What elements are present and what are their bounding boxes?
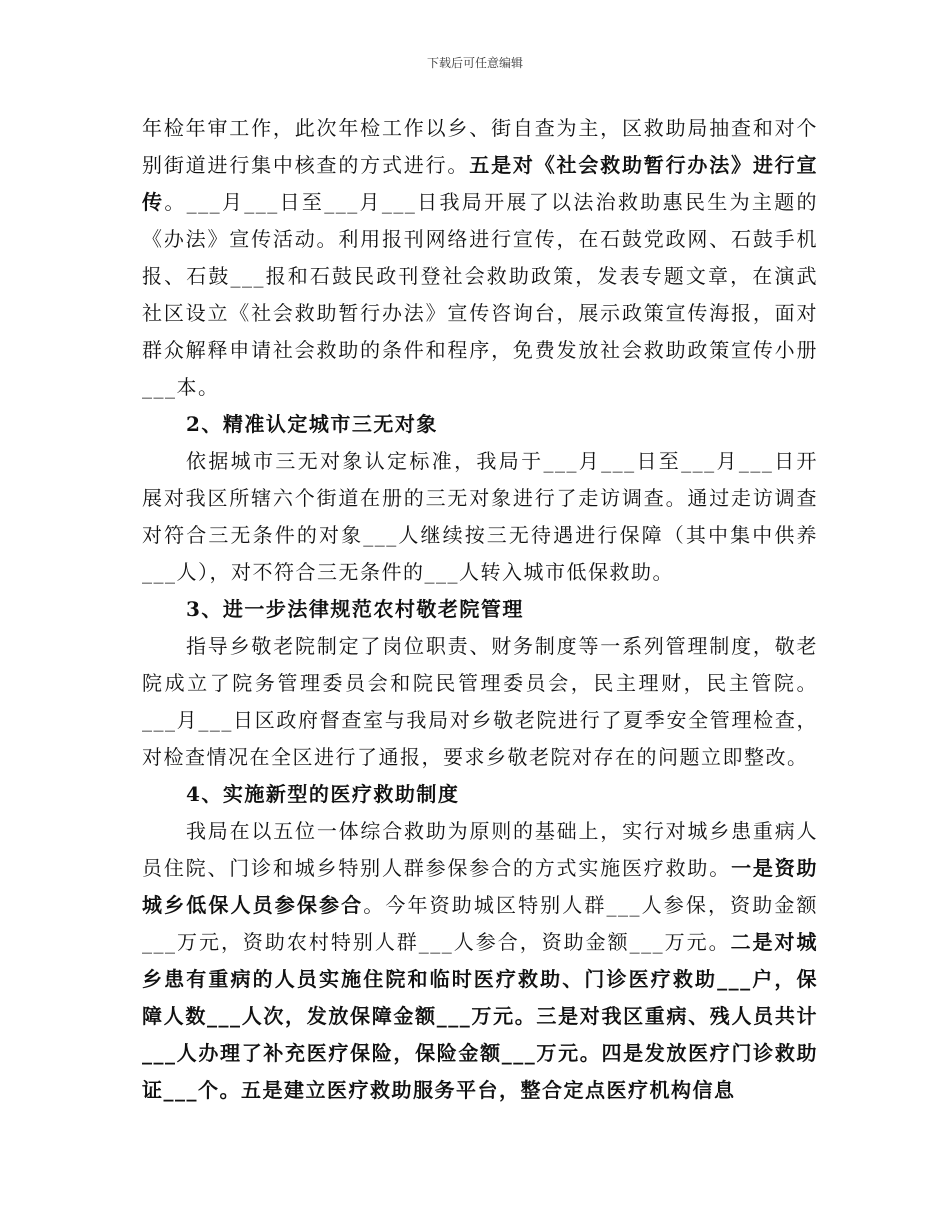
section-heading-2: 2、精准认定城市三无对象 (186, 412, 438, 436)
section-heading-4: 4、实施新型的医疗救助制度 (186, 782, 460, 806)
paragraph-text: 。___月___日至___月___日我局开展了以法治救助惠民生为主题的《办法》宣传活动。利用报刊网络进行宣传，在石鼓党政网、石鼓手机报、石鼓___报和石鼓民政刊登社会救助政策，发表专题文章，在演武社区设立《社会救助暂行办法》宣传咨询台，展示政策宣传海报，面对群众解释申请社会救助的条件和程序，免费发放社会救助政策宣传小册___本。 (142, 190, 819, 399)
section-heading-3: 3、进一步法律规范农村敬老院管理 (186, 597, 524, 621)
document-body (142, 110, 818, 1109)
paragraph-text: 年检年审工作，此次年检工作以乡、街自查为主，区救助局抽查和对个别街道进行集中核查的方式进行。 (142, 116, 818, 177)
bold-phrase: 二是对城乡患有重病的人员实施住院和临时医疗救助、门诊医疗救助___户，保障人数___人次，发放保障金额___万元。三是对我区重病、残人员共计___人办理了补充医疗保险，保险金额___万元。四是发放医疗门诊救助证___个。五是建立医疗救助服务平台，整合定点医疗机构信息 (142, 930, 819, 1102)
paragraph-three-no-targets: 依据城市三无对象认定标准，我局于___月___日至___月___日开展对我区所辖六个街道在册的三无对象进行了走访调查。通过走访调查对符合三无条件的对象___人继续按三无待遇进行保障（其中集中供养___人），对不符合三无条件的___人转入城市低保救助。 (142, 449, 818, 584)
bold-phrase: 一是资助城乡低保人员参保参合 (142, 856, 819, 917)
paragraph-nursing-home: 指导乡敬老院制定了岗位职责、财务制度等一系列管理制度，敬老院成立了院务管理委员会和院民管理委员会，民主理财，民主管院。___月___日区政府督查室与我局对乡敬老院进行了夏季安全管理检查，对检查情况在全区进行了通报，要求乡敬老院对存在的问题立即整改。 (142, 634, 818, 769)
paragraph-text: 。今年资助城区特别人群___人参保，资助金额___万元，资助农村特别人群___人参合，资助金额___万元。 (142, 893, 819, 954)
paragraph-text: 我局在以五位一体综合救助为原则的基础上，实行对城乡患重病人员住院、门诊和城乡特别人群参保参合的方式实施医疗救助。 (142, 819, 818, 880)
page-header: 下载后可任意编辑 (426, 56, 523, 70)
paragraph-annual-review (142, 110, 818, 406)
bold-phrase: 五是对《社会救助暂行办法》进行宣传 (142, 153, 818, 214)
paragraph-medical-aid (142, 813, 818, 1109)
